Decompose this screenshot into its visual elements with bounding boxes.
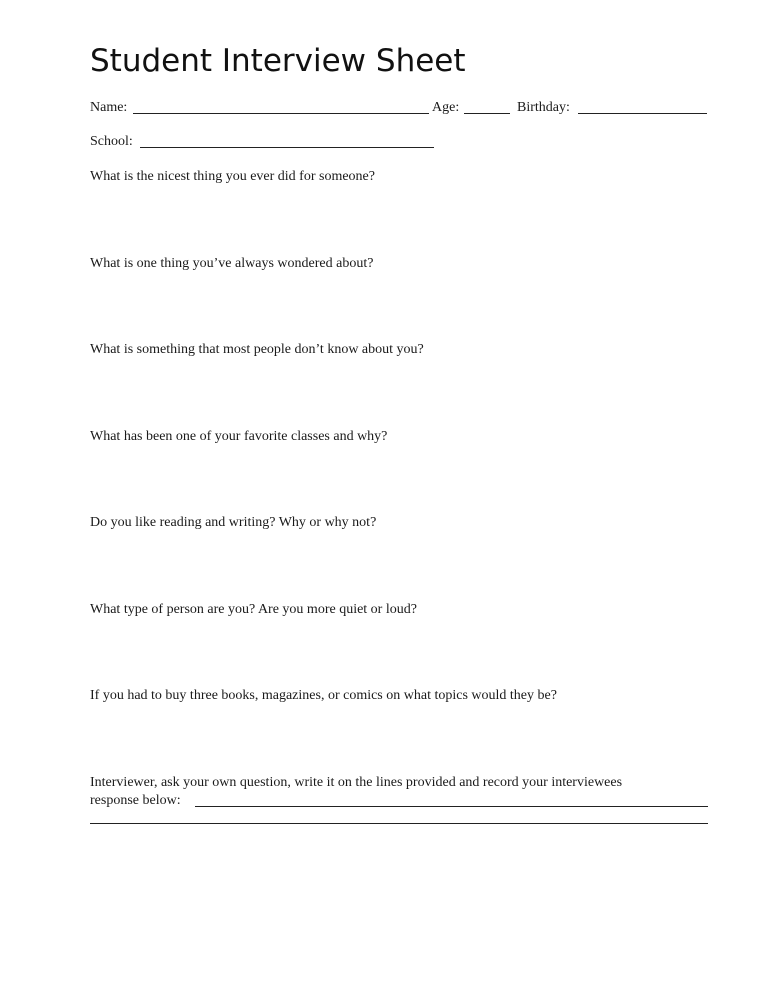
school-label: School: [90,134,133,149]
page-title: Student Interview Sheet [90,43,466,79]
name-blank-line [133,113,429,114]
final-prompt-line2: response below: [90,793,181,808]
age-label: Age: [432,100,460,115]
question-item: What type of person are you? Are you more quiet or loud? [90,602,417,617]
name-label: Name: [90,100,128,115]
question-item: What is the nicest thing you ever did for someone? [90,169,375,184]
own-question-blank-line [195,806,708,807]
birthday-label: Birthday: [517,100,570,115]
question-item: If you had to buy three books, magazines, or comics on what topics would they be? [90,688,557,703]
name-age-birthday-row [90,99,710,117]
age-blank-line [464,113,510,114]
school-blank-line [140,147,434,148]
final-prompt-row [90,792,710,810]
question-item: What has been one of your favorite classes and why? [90,429,388,444]
response-blank-line [90,823,708,824]
school-row [90,133,440,151]
question-item: What is something that most people don’t know about you? [90,342,424,357]
question-item: What is one thing you’ve always wondered about? [90,256,374,271]
final-prompt-line1: Interviewer, ask your own question, write it on the lines provided and record your interviewees [90,775,623,790]
birthday-blank-line [578,113,707,114]
question-item: Do you like reading and writing? Why or why not? [90,515,377,530]
